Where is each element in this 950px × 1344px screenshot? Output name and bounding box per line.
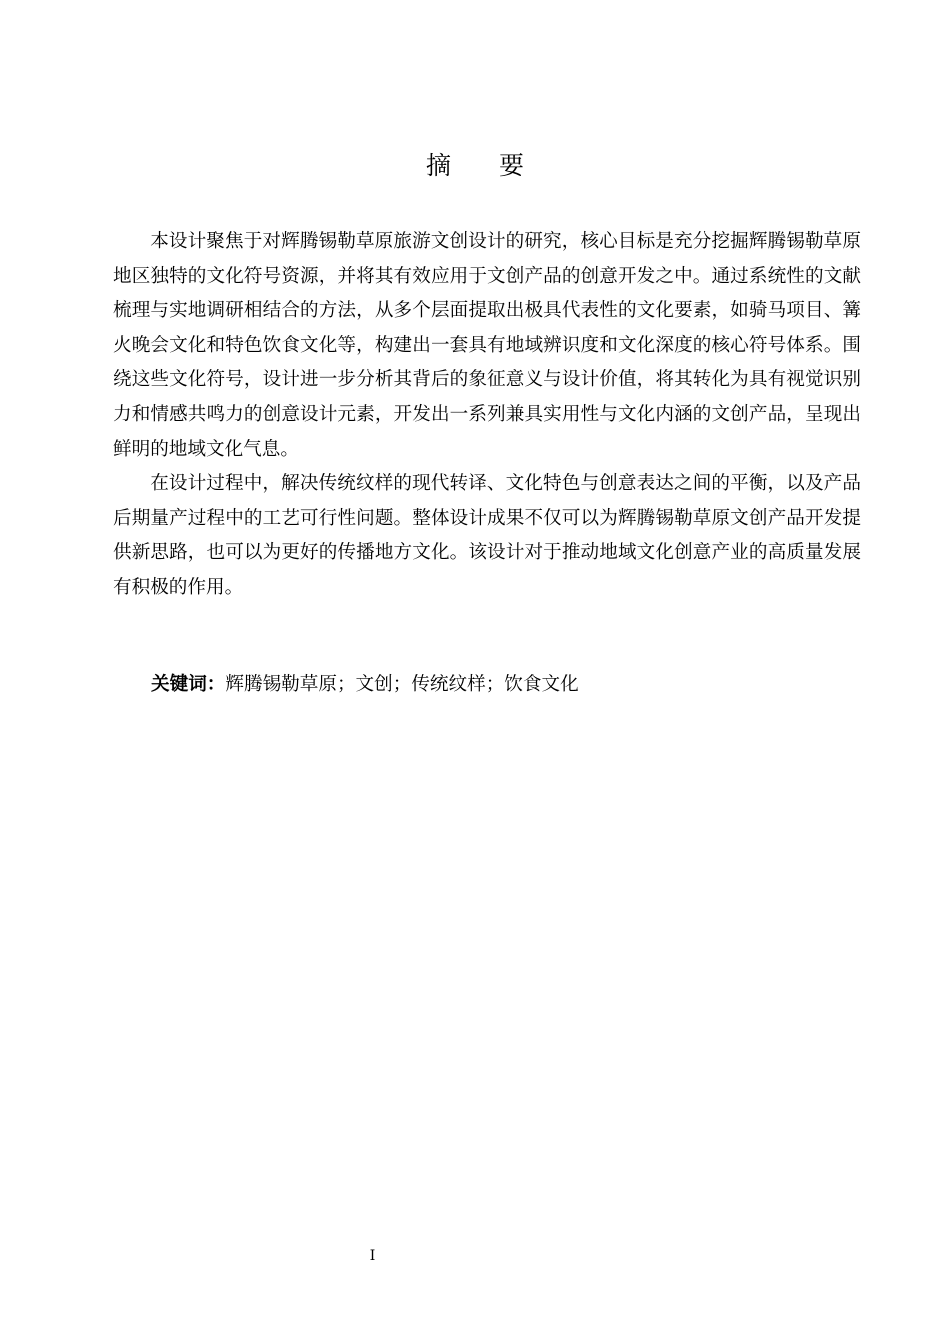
keywords-line <box>151 668 579 702</box>
abstract-paragraph-2: 在设计过程中，解决传统纹样的现代转译、文化特色与创意表达之间的平衡，以及产品后期量产过程中的工艺可行性问题。整体设计成果不仅可以为辉腾锡勒草原文创产品开发提供新思路，也可以为更好的传播地方文化。该设计对于推动地域文化创意产业的高质量发展有积极的作用。 <box>113 473 861 598</box>
abstract-title: 摘 要 <box>426 151 544 180</box>
abstract-body <box>113 225 861 606</box>
keywords-label: 关键词： <box>151 674 226 695</box>
keywords-list: 辉腾锡勒草原；文创；传统纹样；饮食文化 <box>225 674 579 695</box>
abstract-paragraph-1: 本设计聚焦于对辉腾锡勒草原旅游文创设计的研究，核心目标是充分挖掘辉腾锡勒草原地区独特的文化符号资源，并将其有效应用于文创产品的创意开发之中。通过系统性的文献梳理与实地调研相结合的方法，从多个层面提取出极具代表性的文化要素，如骑马项目、篝火晚会文化和特色饮食文化等，构建出一套具有地域辨识度和文化深度的核心符号体系。围绕这些文化符号，设计进一步分析其背后的象征意义与设计价值，将其转化为具有视觉识别力和情感共鸣力的创意设计元素，开发出一系列兼具实用性与文化内涵的文创产品，呈现出鲜明的地域文化气息。 <box>113 231 861 460</box>
page-number: I <box>369 1248 376 1264</box>
